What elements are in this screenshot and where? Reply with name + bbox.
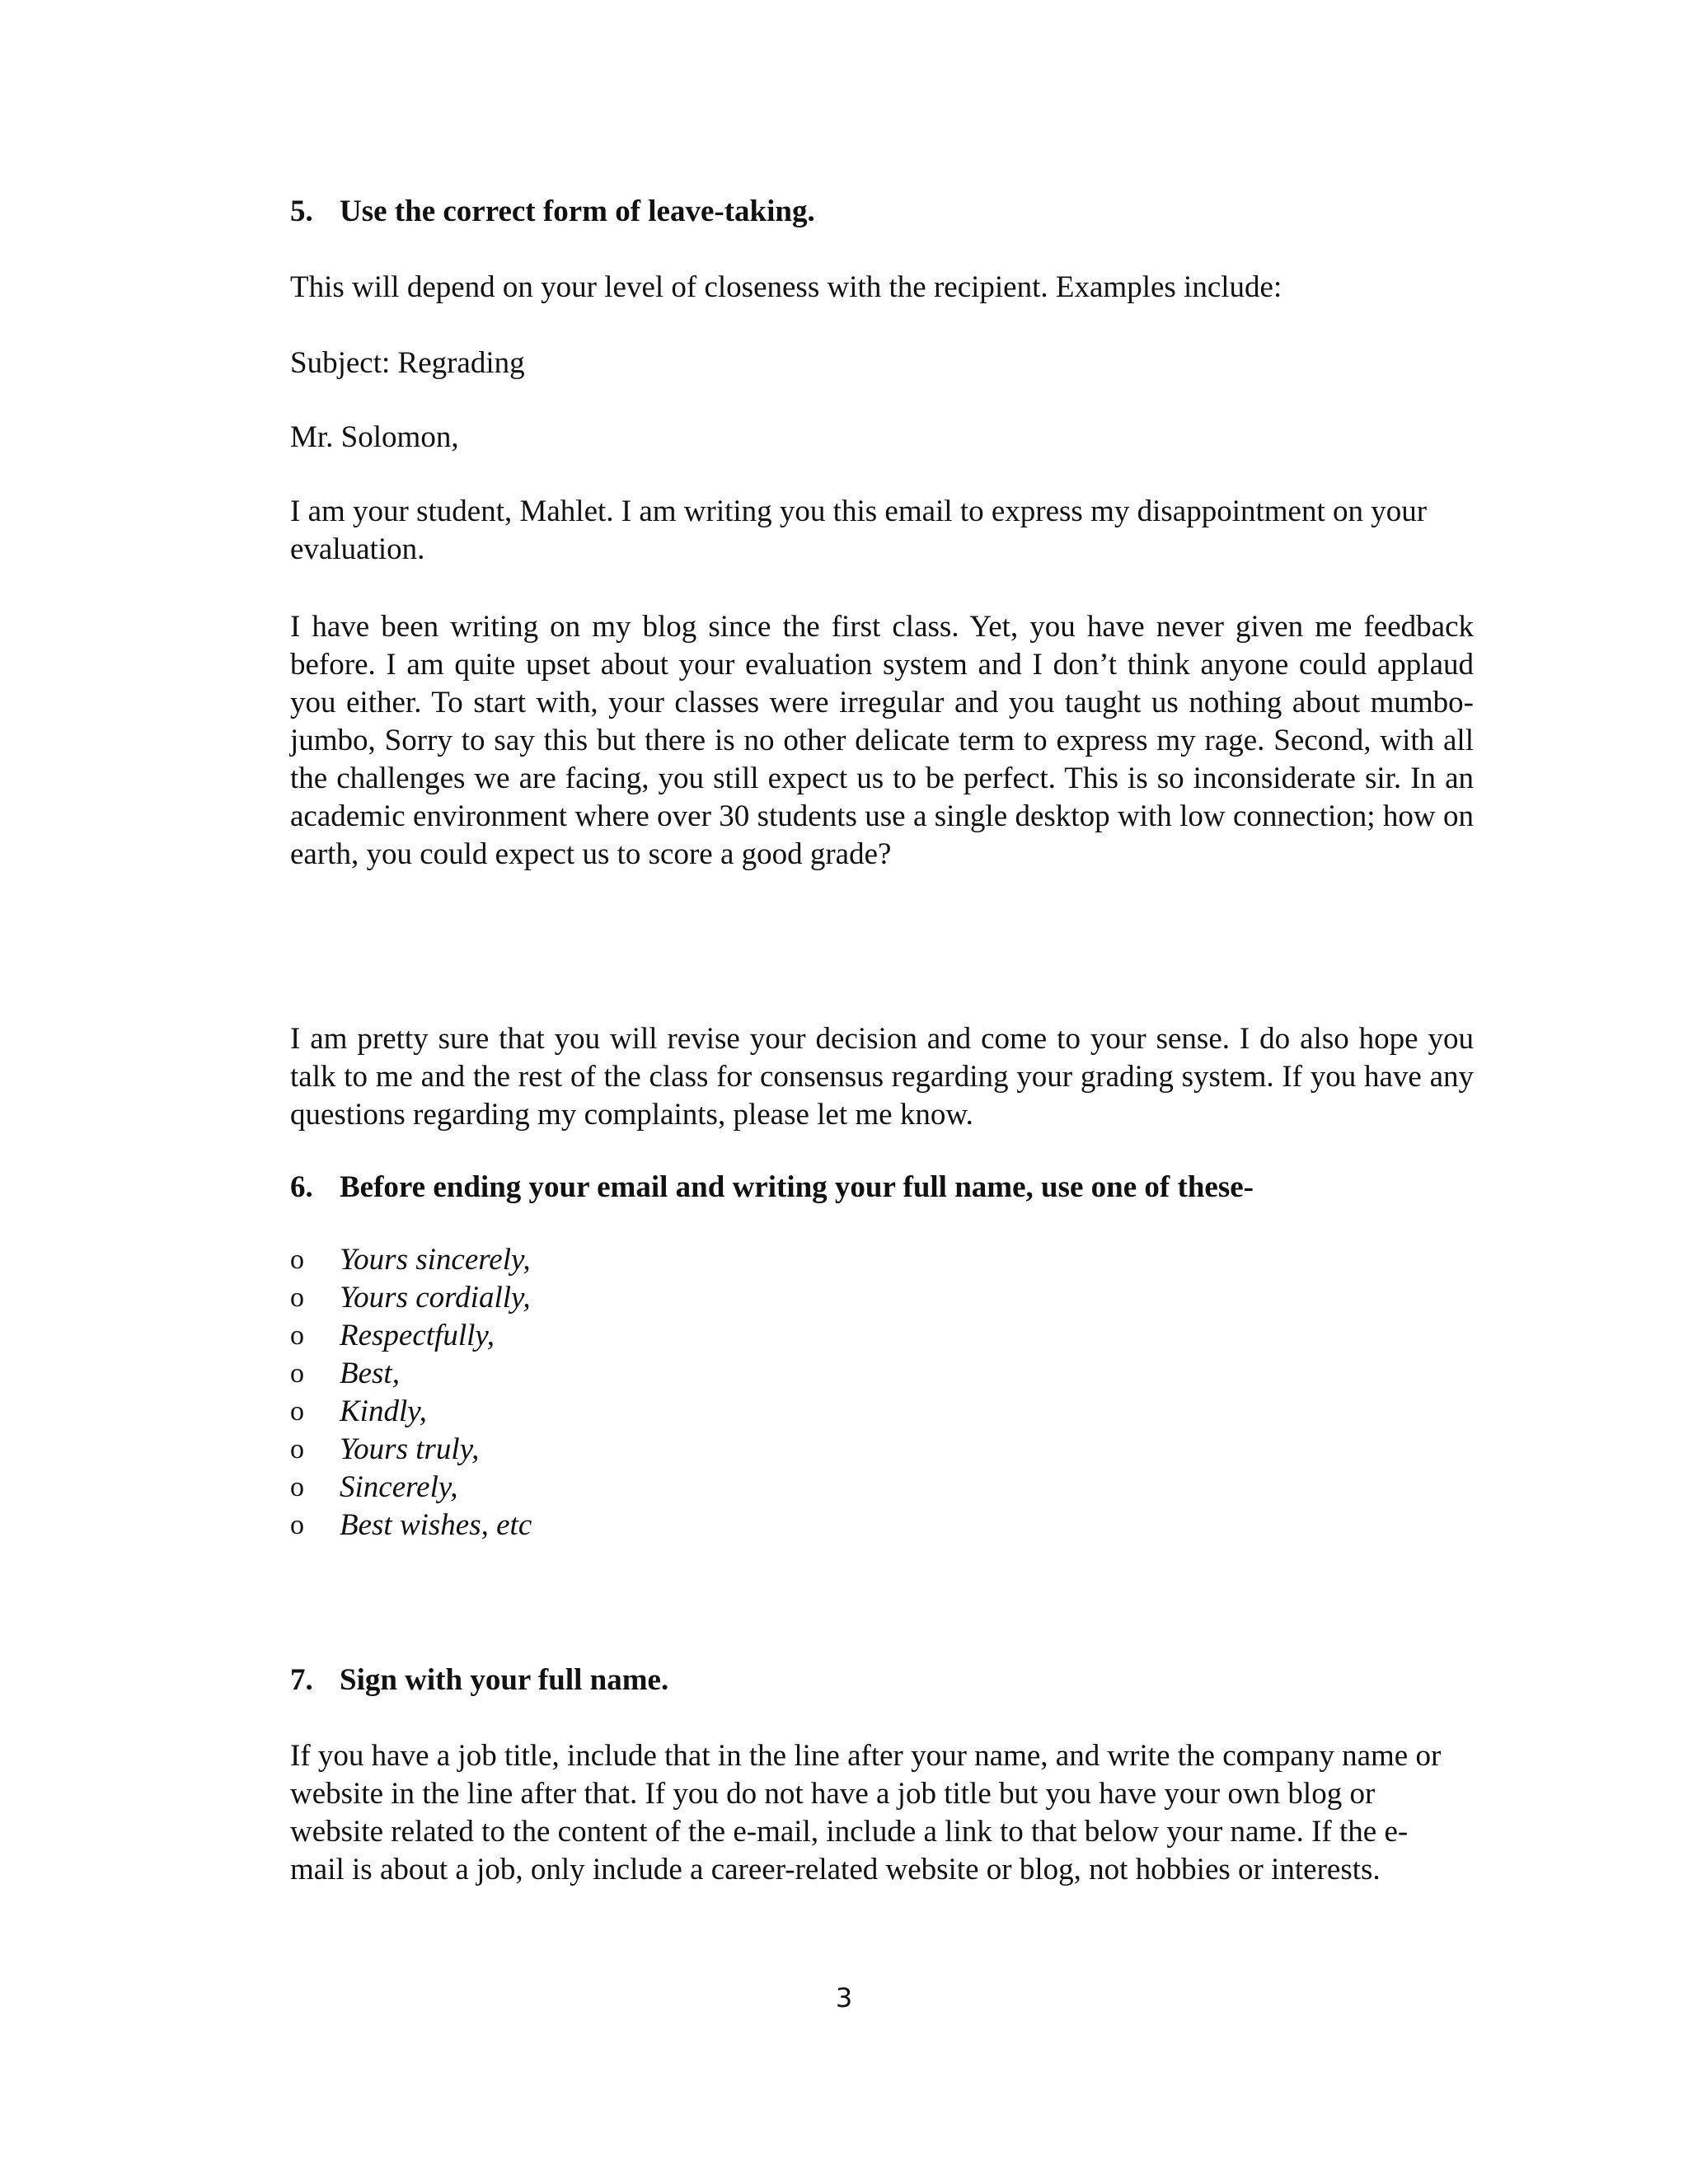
section-5-heading bbox=[290, 193, 1477, 231]
section-7-number: 7. bbox=[290, 1663, 313, 1697]
closing-text: Yours truly, bbox=[340, 1432, 480, 1466]
section-5-number: 5. bbox=[290, 194, 313, 228]
bullet-marker: o bbox=[290, 1472, 304, 1502]
list-item bbox=[290, 1431, 532, 1469]
section-7-title: Sign with your full name. bbox=[340, 1663, 669, 1697]
closing-text: Yours sincerely, bbox=[340, 1243, 531, 1277]
bullet-marker: o bbox=[290, 1434, 304, 1465]
list-item bbox=[290, 1507, 532, 1544]
closings-list bbox=[290, 1241, 532, 1544]
example-paragraph-1: I am your student, Mahlet. I am writing you this email to express my disappointment on your evaluation. bbox=[290, 494, 1428, 566]
example-paragraph-2: I have been writing on my blog since the first class. Yet, you have never given me feedback before. I am quite upset about your evaluation system and I don’t think anyone could applaud you either. To start with, your classes were irregular and you taught us nothing about mumbo-jumbo, Sorry to say this but there is no other delicate term to express my rage. Second, with all the challenges we are facing, you still expect us to be perfect. This is so inconsiderate sir. In an academic environment where over 30 students use a single desktop with low connection; how on earth, you could expect us to score a good grade? bbox=[290, 610, 1474, 871]
list-item bbox=[290, 1241, 532, 1279]
intro-paragraph: This will depend on your level of closeness with the recipient. Examples include: bbox=[290, 270, 1282, 304]
bullet-marker: o bbox=[290, 1358, 304, 1389]
bullet-marker: o bbox=[290, 1396, 304, 1427]
section-6-number: 6. bbox=[290, 1170, 313, 1204]
example-salutation: Mr. Solomon, bbox=[290, 420, 459, 454]
bullet-marker: o bbox=[290, 1320, 304, 1351]
section-7-heading bbox=[290, 1661, 1477, 1699]
section-5-title: Use the correct form of leave-taking. bbox=[340, 194, 815, 228]
section-6-heading bbox=[290, 1169, 1477, 1207]
bullet-marker: o bbox=[290, 1510, 304, 1540]
closing-text: Respectfully, bbox=[340, 1319, 495, 1352]
example-subject-line: Subject: Regrading bbox=[290, 346, 525, 380]
closing-text: Best, bbox=[340, 1357, 400, 1390]
list-item bbox=[290, 1279, 532, 1317]
closing-text: Yours cordially, bbox=[340, 1281, 531, 1315]
section-6-title: Before ending your email and writing your full name, use one of these- bbox=[340, 1170, 1254, 1204]
list-item bbox=[290, 1469, 532, 1507]
list-item bbox=[290, 1355, 532, 1393]
page-number: 3 bbox=[835, 1982, 853, 2013]
closing-text: Sincerely, bbox=[340, 1470, 458, 1504]
bullet-marker: o bbox=[290, 1244, 304, 1275]
closing-text: Kindly, bbox=[340, 1394, 427, 1428]
list-item bbox=[290, 1393, 532, 1431]
bullet-marker: o bbox=[290, 1282, 304, 1313]
signature-paragraph: If you have a job title, include that in the line after your name, and write the company name or website in the line after that. If you do not have a job title but you have your own blog or website related to the content of the e-mail, include a link to that below your name. If the e-mail is about a job, only include a career-related website or blog, not hobbies or interests. bbox=[290, 1739, 1442, 1886]
example-paragraph-3: I am pretty sure that you will revise your decision and come to your sense. I do also hope you talk to me and the rest of the class for consensus regarding your grading system. If you have any questions regarding my complaints, please let me know. bbox=[290, 1022, 1474, 1132]
closing-text: Best wishes, etc bbox=[340, 1508, 532, 1542]
list-item bbox=[290, 1317, 532, 1355]
